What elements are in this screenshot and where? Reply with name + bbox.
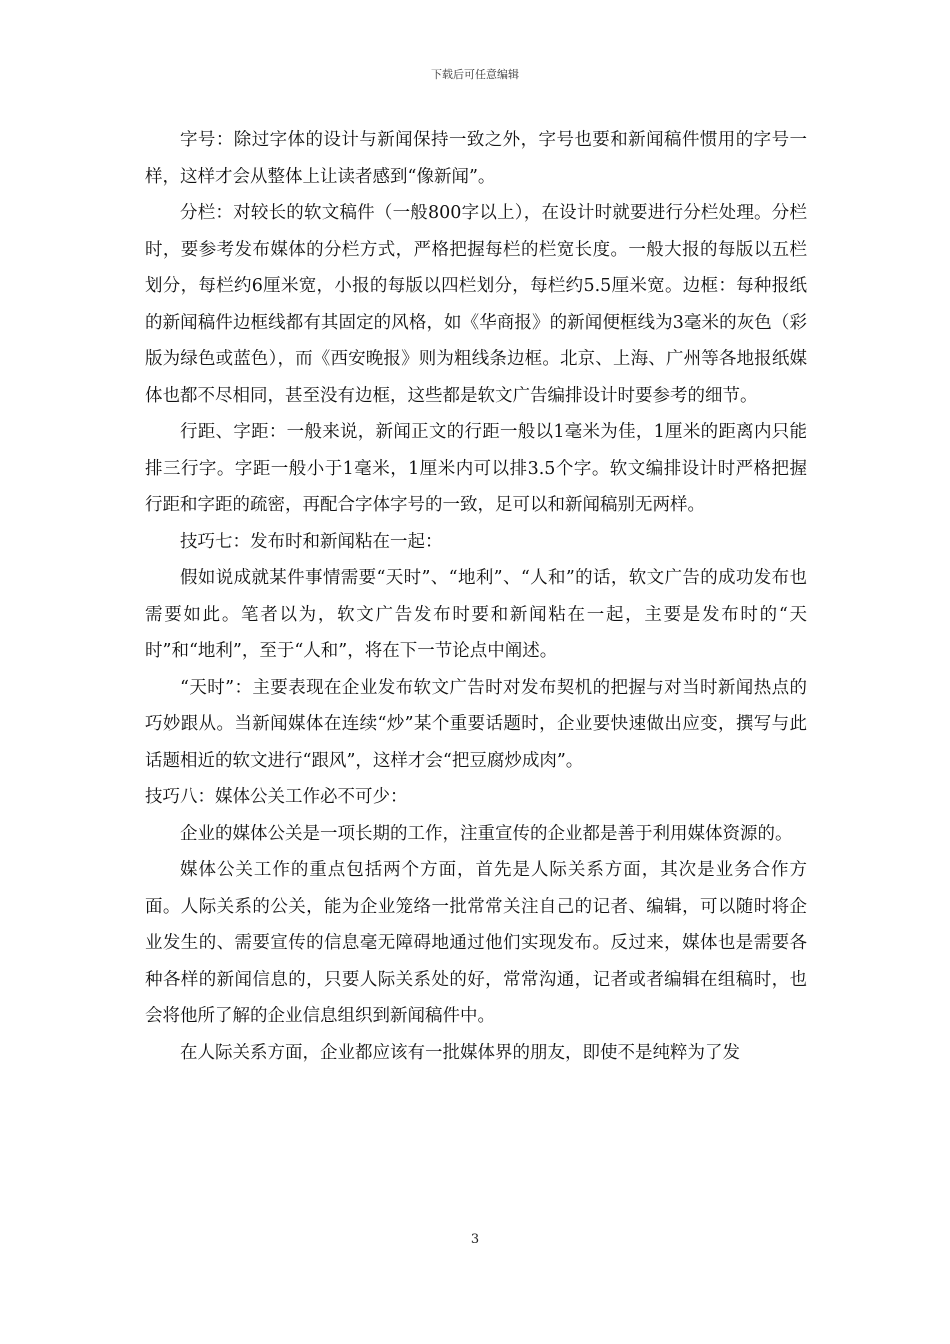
section-heading-tip-7: 技巧七：发布时和新闻粘在一起：	[180, 531, 443, 552]
page-header: 下载后可任意编辑	[431, 68, 519, 81]
section-heading-tip-8: 技巧八：媒体公关工作必不可少：	[145, 787, 408, 807]
paragraph-media-pr: 企业的媒体公关是一项长期的工作，注重宣传的企业都是善于利用媒体资源的。	[180, 823, 793, 844]
paragraph-timing-detail: “天时”：主要表现在企业发布软文广告时对发布契机的把握与对当时新闻热点的巧妙跟从。当新闻媒体在连续“炒”某个重要话题时，企业要快速做出应变，撰写与此话题相近的软文进行“跟风”，这样才会“把豆腐炒成肉”。	[145, 677, 807, 771]
paragraph-font-size: 字号：除过字体的设计与新闻保持一致之外，字号也要和新闻稿件惯用的字号一样，这样才会从整体上让读者感到“像新闻”。	[145, 130, 807, 187]
document-body	[145, 122, 807, 1071]
paragraph-columns: 分栏：对较长的软文稿件（一般800字以上），在设计时就要进行分栏处理。分栏时，要参考发布媒体的分栏方式，严格把握每栏的栏宽长度。一般大报的每版以五栏划分，每栏约6厘米宽，小报的每版以四栏划分，每栏约5.5厘米宽。边框：每种报纸的新闻稿件边框线都有其固定的风格，如《华商报》的新闻便框线为3毫米的灰色（彩版为绿色或蓝色），而《西安晚报》则为粗线条边框。北京、上海、广州等各地报纸媒体也都不尽相同，甚至没有边框，这些都是软文广告编排设计时要参考的细节。	[145, 203, 807, 406]
page-number: 3	[470, 1232, 480, 1247]
paragraph-timing-intro: 假如说成就某件事情需要“天时”、“地利”、“人和”的话，软文广告的成功发布也需要如此。笔者以为，软文广告发布时要和新闻粘在一起，主要是发布时的“天时”和“地利”，至于“人和”，将在下一节论点中阐述。	[145, 568, 807, 661]
paragraph-spacing: 行距、字距：一般来说，新闻正文的行距一般以1毫米为佳，1厘米的距离内只能排三行字。字距一般小于1毫米，1厘米内可以排3.5个字。软文编排设计时严格把握行距和字距的疏密，再配合字体字号的一致，足可以和新闻稿别无两样。	[145, 422, 807, 515]
paragraph-relations: 在人际关系方面，企业都应该有一批媒体界的朋友，即使不是纯粹为了发	[180, 1042, 740, 1063]
paragraph-media-pr-focus: 媒体公关工作的重点包括两个方面，首先是人际关系方面，其次是业务合作方面。人际关系的公关，能为企业笼络一批常常关注自己的记者、编辑，可以随时将企业发生的、需要宣传的信息毫无障碍地通过他们实现发布。反过来，媒体也是需要各种各样的新闻信息的，只要人际关系处的好，常常沟通，记者或者编辑在组稿时，也会将他所了解的企业信息组织到新闻稿件中。	[145, 860, 807, 1026]
